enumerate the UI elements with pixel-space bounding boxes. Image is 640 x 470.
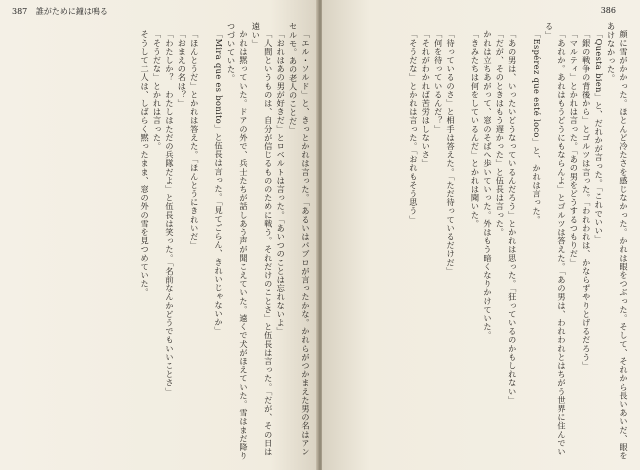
paragraph: 「待っているのさ」と相手は答えた。「ただ待っているだけだ」 xyxy=(446,30,457,276)
paragraph: 顔に雪がかかった。ほとんど冷たさを感じなかった。かれは眼をつぶった。そして、それから長いあいだ、眼をあけなかった。 xyxy=(606,22,629,461)
paragraph: 「エル・ソルド」と、きっとかれは言った。「あるいはパブロが言ったかな。かれらがつかまえた男の名はアンセルモ。あの老人のことだ」 xyxy=(288,22,311,457)
paragraph: 「あれか。あれはもうどうにもならんよ」とゴルツは答えた。「あの男は、われわれとはちがう世界に住んでいる」 xyxy=(544,22,567,457)
paragraph: 「そうだな」とかれは言った。 xyxy=(152,30,163,151)
paragraph: 「何を待っているんだ？」 xyxy=(433,30,444,134)
paragraph: 「わたしか？ わたしはただの兵隊だよ」と伍長は笑った。「名前なんかどうでもいいことさ」 xyxy=(164,30,175,396)
paragraph: 「ほんとうだ」とかれは答えた。「ほんとうにきれいだ」 xyxy=(189,30,200,250)
right-page-number: 386 xyxy=(600,6,616,15)
paragraph: 「人間というものは、自分が信じるもののために戦う。それだけのことさ」と伍長は言った。「だが、その日は遠い」 xyxy=(251,22,274,457)
paragraph: 「Questa bien」と、だれかが言った。「これでいい」 xyxy=(594,30,605,244)
paragraph: 「おまえの名は？」 xyxy=(177,30,188,108)
paragraph: 「Espérez que esté loco」と、かれは言った。 xyxy=(532,30,543,224)
left-page-text xyxy=(8,22,312,462)
left-running-head: 誰がために鐘は鳴る xyxy=(35,7,108,16)
left-page-header xyxy=(12,6,114,17)
paragraph: 「それがわかれば苦労はしないさ」 xyxy=(421,30,432,168)
right-page-text xyxy=(330,22,630,462)
right-page-header xyxy=(601,6,622,15)
left-page xyxy=(0,0,318,470)
paragraph: 「だが、そのときはもう遅かった」と伍長は言った。 xyxy=(495,30,506,237)
paragraph: 「きみたちは何をしているんだ」とかれは聞いた。 xyxy=(470,30,481,228)
paragraph: 「銀の戦争の背後から」とゴルツは言った。「われわれは、かならずやりとげるだろう」 xyxy=(581,30,592,371)
paragraph: かれは黙っていた。ドアの外で、兵士たちが話しあう声が聞こえていた。遠くで犬がほえていた。雪はまだ降りつづいていた。 xyxy=(226,22,249,461)
paragraph: そうして二人は、しばらく黙ったまま、窓の外の雪を見つめていた。 xyxy=(140,30,151,297)
paragraph: 「あの男は、いったいどうなっているんだろう」とかれは思った。「狂っているのかもしれない」 xyxy=(507,30,518,405)
paragraph: 「マルティ」とかれは言った。「あの男をどうするつもりだ」 xyxy=(569,30,580,267)
left-page-number: 387 xyxy=(12,7,28,16)
right-page xyxy=(322,0,640,470)
paragraph: かれは立ちあがって、窓のそばへ歩いていった。外はもう暗くなりかけていた。 xyxy=(482,30,493,340)
paragraph: 「Mira que es bonito」と伍長は言った。「見てごらん、きれいじゃないか」 xyxy=(214,30,225,336)
paragraph: 「おれはあの男が好きだ」とロベルトは言った。「あいつのことは忘れないよ」 xyxy=(276,30,287,336)
paragraph: 「そうだな」とかれは言った。「おれもそう思う」 xyxy=(408,30,419,224)
